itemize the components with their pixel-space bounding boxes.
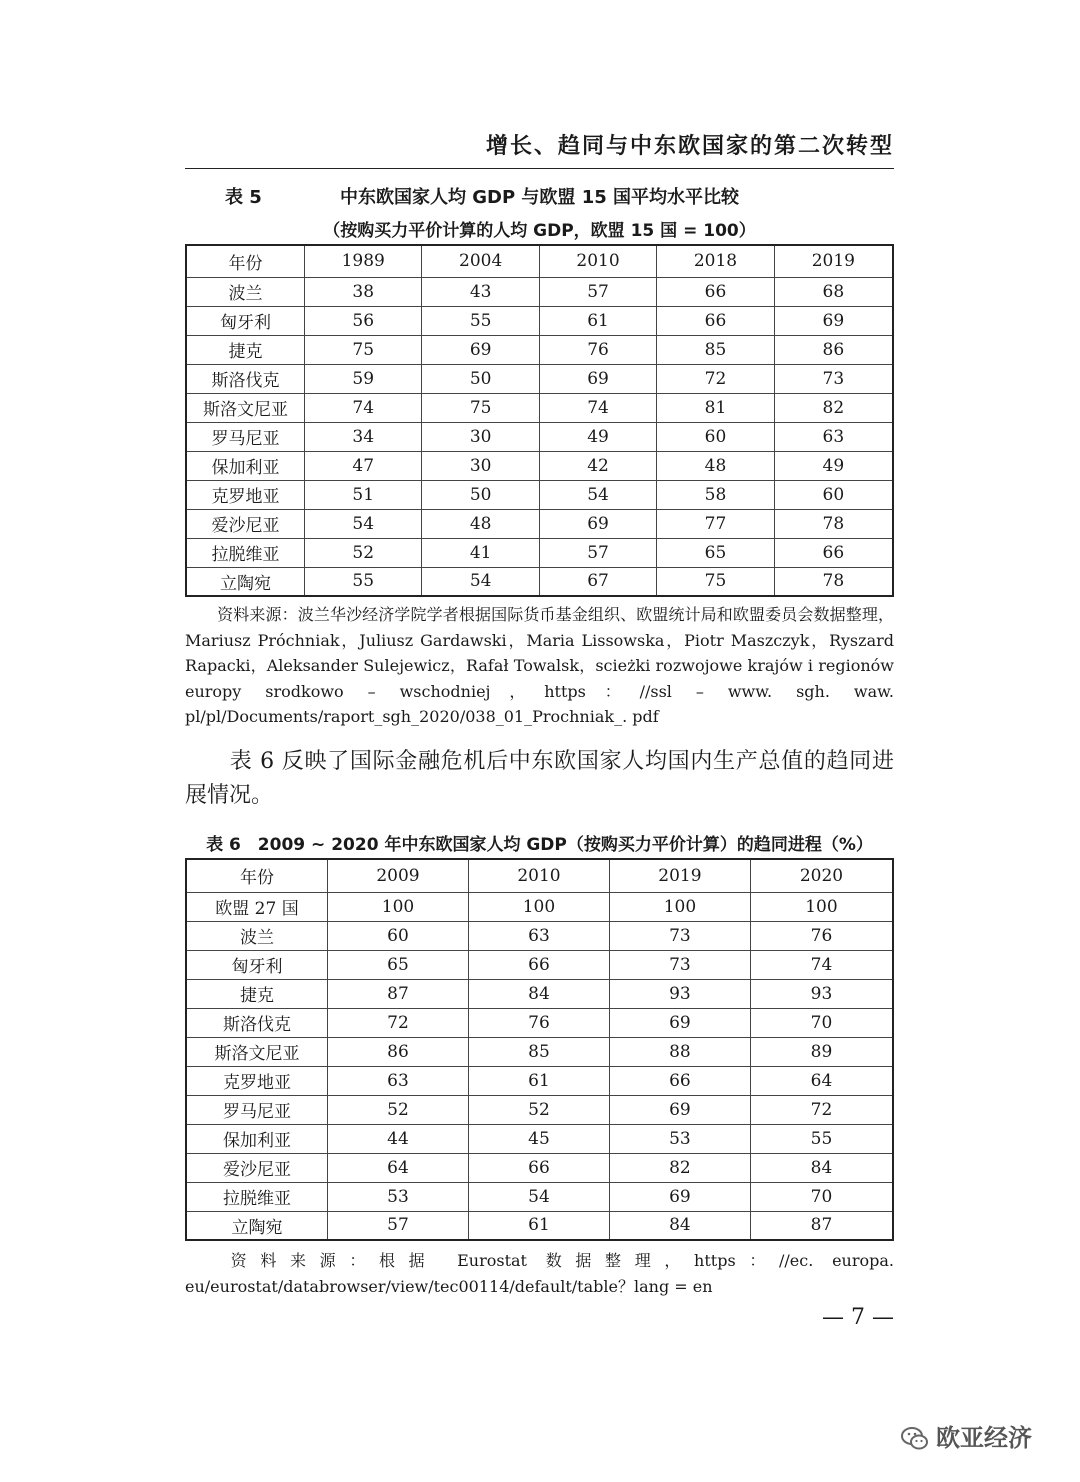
value-cell: 69 [774,306,893,335]
value-cell: 100 [750,892,893,921]
value-cell: 74 [305,393,422,422]
value-cell: 55 [305,567,422,596]
table5-source [185,602,894,732]
value-cell: 63 [328,1066,469,1095]
country-cell: 波兰 [186,921,328,950]
value-cell: 69 [539,364,656,393]
value-cell: 70 [750,1008,893,1037]
value-cell: 63 [468,921,609,950]
table-row [186,306,893,335]
value-cell: 82 [609,1153,750,1182]
table6-title: 表 6 2009 ~ 2020 年中东欧国家人均 GDP（按购买力平价计算）的趋同进程（%） [206,835,873,855]
value-cell: 82 [774,393,893,422]
table-row [186,1037,893,1066]
header-cell: 2004 [422,245,539,277]
value-cell: 57 [539,538,656,567]
table-row [186,1182,893,1211]
value-cell: 30 [422,422,539,451]
value-cell: 69 [609,1008,750,1037]
value-cell: 75 [305,335,422,364]
value-cell: 72 [750,1095,893,1124]
value-cell: 84 [468,979,609,1008]
value-cell: 69 [609,1095,750,1124]
value-cell: 61 [468,1066,609,1095]
watermark [900,1418,1060,1458]
country-cell: 立陶宛 [186,1211,328,1240]
header-cell: 2009 [328,859,469,892]
country-cell: 克罗地亚 [186,480,305,509]
value-cell: 61 [539,306,656,335]
value-cell: 76 [539,335,656,364]
table-row [186,1153,893,1182]
running-header [185,130,894,169]
value-cell: 88 [609,1037,750,1066]
value-cell: 86 [328,1037,469,1066]
table-row [186,277,893,306]
value-cell: 66 [468,950,609,979]
value-cell: 66 [609,1066,750,1095]
value-cell: 44 [328,1124,469,1153]
value-cell: 38 [305,277,422,306]
value-cell: 74 [750,950,893,979]
value-cell: 52 [328,1095,469,1124]
country-cell: 拉脱维亚 [186,1182,328,1211]
wechat-icon [900,1424,930,1454]
value-cell: 60 [774,480,893,509]
value-cell: 74 [539,393,656,422]
table5-subtitle: （按购买力平价计算的人均 GDP，欧盟 15 国 = 100） [323,221,756,241]
value-cell: 70 [750,1182,893,1211]
value-cell: 69 [422,335,539,364]
page-number: — 7 — [822,1305,894,1330]
value-cell: 66 [657,306,774,335]
header-cell: 2019 [774,245,893,277]
value-cell: 75 [657,567,774,596]
value-cell: 86 [774,335,893,364]
value-cell: 57 [328,1211,469,1240]
country-cell: 爱沙尼亚 [186,1153,328,1182]
country-cell: 拉脱维亚 [186,538,305,567]
running-title: 增长、趋同与中东欧国家的第二次转型 [485,133,894,159]
country-cell: 匈牙利 [186,306,305,335]
value-cell: 64 [328,1153,469,1182]
table-row [186,480,893,509]
value-cell: 87 [328,979,469,1008]
table5-source-text: 资料来源：波兰华沙经济学院学者根据国际货币基金组织、欧盟统计局和欧盟委员会数据整理，Mariusz Próchniak，Juliusz Gardawski，Maria Lissowska，Piotr Maszczyk，Ryszard Rapacki，Aleksander Sulejewicz，Rafał Towalsk，scieżki rozwojowe krajów i regionów europy srodkowo – wschodniej，https：//ssl – www. sgh. waw. pl/pl/Documents/raport_sgh_2020/038_01_Prochniak_. pdf [185,605,894,726]
table-header-row [186,245,893,277]
header-cell: 年份 [186,859,328,892]
country-cell: 斯洛伐克 [186,1008,328,1037]
body-paragraph [185,745,894,813]
value-cell: 49 [539,422,656,451]
value-cell: 45 [468,1124,609,1153]
header-cell: 2010 [539,245,656,277]
value-cell: 68 [774,277,893,306]
value-cell: 52 [305,538,422,567]
value-cell: 84 [750,1153,893,1182]
value-cell: 43 [422,277,539,306]
table-row [186,509,893,538]
value-cell: 54 [305,509,422,538]
country-cell: 捷克 [186,335,305,364]
table-row [186,538,893,567]
value-cell: 76 [468,1008,609,1037]
value-cell: 85 [657,335,774,364]
value-cell: 53 [609,1124,750,1153]
country-cell: 罗马尼亚 [186,1095,328,1124]
value-cell: 58 [657,480,774,509]
header-cell: 2019 [609,859,750,892]
country-cell: 罗马尼亚 [186,422,305,451]
country-cell: 保加利亚 [186,451,305,480]
table5-label: 表 5 [225,187,262,208]
table-row [186,567,893,596]
value-cell: 42 [539,451,656,480]
table-row [186,921,893,950]
country-cell: 克罗地亚 [186,1066,328,1095]
value-cell: 78 [774,567,893,596]
header-cell: 年份 [186,245,305,277]
value-cell: 73 [609,921,750,950]
table6-source [185,1248,894,1300]
country-cell: 爱沙尼亚 [186,509,305,538]
table5-title: 中东欧国家人均 GDP 与欧盟 15 国平均水平比较 [339,187,740,208]
value-cell: 75 [422,393,539,422]
value-cell: 51 [305,480,422,509]
country-cell: 斯洛文尼亚 [186,1037,328,1066]
value-cell: 34 [305,422,422,451]
value-cell: 72 [657,364,774,393]
value-cell: 53 [328,1182,469,1211]
value-cell: 60 [328,921,469,950]
value-cell: 54 [468,1182,609,1211]
value-cell: 50 [422,364,539,393]
value-cell: 61 [468,1211,609,1240]
table-row [186,1008,893,1037]
table-row [186,1211,893,1240]
value-cell: 65 [328,950,469,979]
table-row [186,393,893,422]
value-cell: 73 [774,364,893,393]
value-cell: 100 [468,892,609,921]
country-cell: 匈牙利 [186,950,328,979]
value-cell: 73 [609,950,750,979]
table-row [186,335,893,364]
table-row [186,1095,893,1124]
value-cell: 55 [422,306,539,335]
value-cell: 81 [657,393,774,422]
body-paragraph-text: 表 6 反映了国际金融危机后中东欧国家人均国内生产总值的趋同进展情况。 [185,749,894,808]
value-cell: 66 [657,277,774,306]
value-cell: 93 [750,979,893,1008]
table-row [186,364,893,393]
value-cell: 54 [539,480,656,509]
value-cell: 76 [750,921,893,950]
table6-source-text: 资料来源：根据 Eurostat 数据整理，https：//ec. europa. eu/eurostat/databrowser/view/tec00114/default/table？lang = en [185,1251,894,1296]
value-cell: 64 [750,1066,893,1095]
value-cell: 72 [328,1008,469,1037]
value-cell: 30 [422,451,539,480]
value-cell: 93 [609,979,750,1008]
table-row [186,892,893,921]
value-cell: 69 [609,1182,750,1211]
header-cell: 2020 [750,859,893,892]
value-cell: 47 [305,451,422,480]
country-cell: 斯洛伐克 [186,364,305,393]
country-cell: 斯洛文尼亚 [186,393,305,422]
value-cell: 63 [774,422,893,451]
country-cell: 捷克 [186,979,328,1008]
value-cell: 48 [657,451,774,480]
value-cell: 85 [468,1037,609,1066]
table5 [185,244,894,597]
value-cell: 59 [305,364,422,393]
value-cell: 100 [328,892,469,921]
value-cell: 57 [539,277,656,306]
country-cell: 立陶宛 [186,567,305,596]
value-cell: 69 [539,509,656,538]
table-row [186,422,893,451]
value-cell: 89 [750,1037,893,1066]
value-cell: 65 [657,538,774,567]
country-cell: 保加利亚 [186,1124,328,1153]
value-cell: 66 [468,1153,609,1182]
header-cell: 2010 [468,859,609,892]
value-cell: 52 [468,1095,609,1124]
watermark-text: 欧亚经济 [936,1424,1032,1452]
value-cell: 55 [750,1124,893,1153]
value-cell: 77 [657,509,774,538]
value-cell: 50 [422,480,539,509]
table-row [186,451,893,480]
value-cell: 49 [774,451,893,480]
table-row [186,1066,893,1095]
value-cell: 100 [609,892,750,921]
value-cell: 41 [422,538,539,567]
value-cell: 78 [774,509,893,538]
value-cell: 54 [422,567,539,596]
table6 [185,858,894,1241]
value-cell: 48 [422,509,539,538]
table-row [186,979,893,1008]
table-row [186,1124,893,1153]
value-cell: 56 [305,306,422,335]
country-cell: 波兰 [186,277,305,306]
value-cell: 67 [539,567,656,596]
table-header-row [186,859,893,892]
value-cell: 66 [774,538,893,567]
table-row [186,950,893,979]
header-cell: 2018 [657,245,774,277]
header-cell: 1989 [305,245,422,277]
value-cell: 87 [750,1211,893,1240]
table5-title-line [185,183,894,211]
country-cell: 欧盟 27 国 [186,892,328,921]
value-cell: 84 [609,1211,750,1240]
value-cell: 60 [657,422,774,451]
